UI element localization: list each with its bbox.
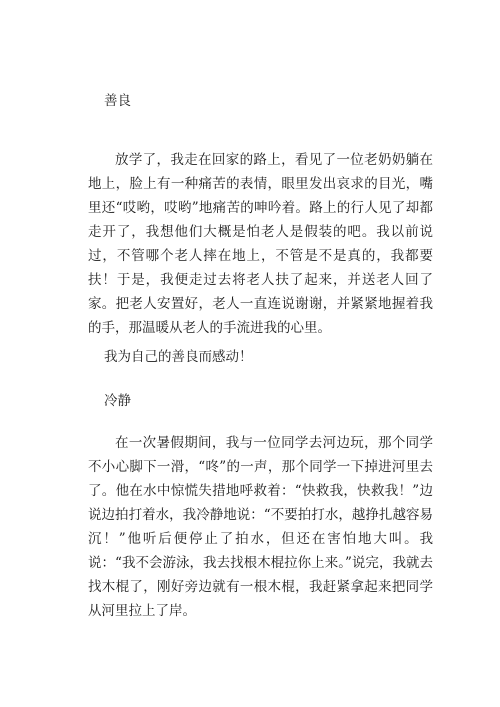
section-closing-kindness: 我为自己的善良而感动！: [104, 349, 253, 365]
section-body-calm: 在一次暑假期间，我与一位同学去河边玩，那个同学不小心脚下一滑，“咚”的一声，那个同学一下掉进河里去了。他在水中惊慌失措地呼救着：“快救我，快救我！”边说边拍打着水，我冷静地说：“不要拍打水，越挣扎越容易沉！”他听后便停止了拍水，但还在害怕地大叫。我说：“我不会游泳，我去找根木棍拉你上来。”说完，我就去找木棍了，刚好旁边就有一根木棍，我赶紧拿起来把同学从河里拉上了岸。: [88, 435, 433, 619]
section-title-calm: 冷静: [104, 393, 131, 409]
section-title-kindness: 善良: [104, 93, 131, 109]
section-body-kindness: 放学了，我走在回家的路上，看见了一位老奶奶躺在地上，脸上有一种痛苦的表情，眼里发出哀求的目光，嘴里还“哎哟，哎哟”地痛苦的呻吟着。路上的行人见了却都走开了，我想他们大概是怕老人是假装的吧。我以前说过，不管哪个老人摔在地上，不管是不是真的，我都要扶！于是，我便走过去将老人扶了起来，并送老人回了家。把老人安置好，老人一直连说谢谢，并紧紧地握着我的手，那温暖从老人的手流进我的心里。: [88, 152, 433, 336]
